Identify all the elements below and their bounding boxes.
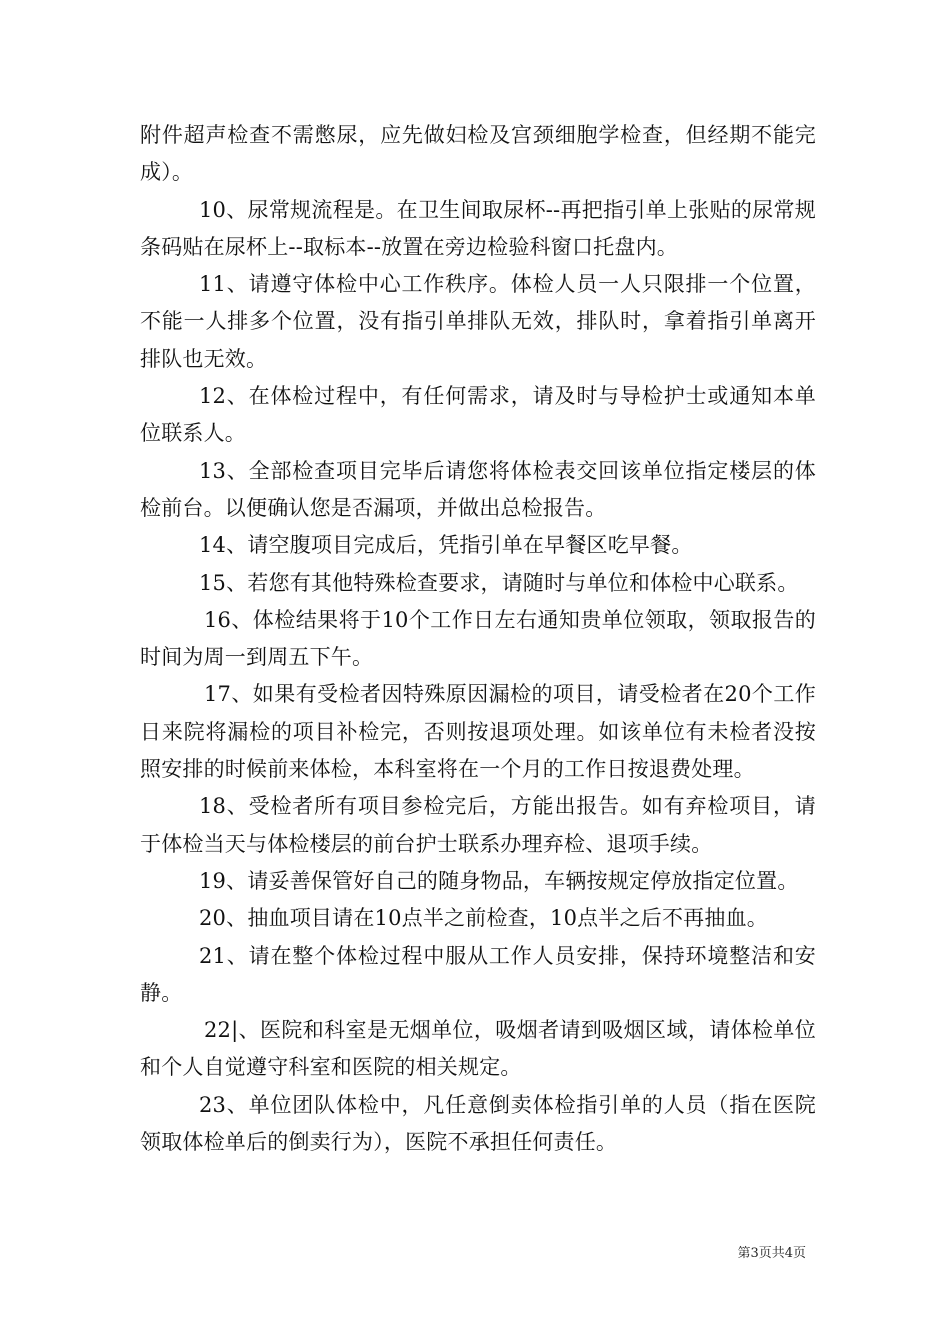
paragraph-item-13: 13、全部检查项目完毕后请您将体检表交回该单位指定楼层的体检前台。以便确认您是否漏项，并做出总检报告。 bbox=[140, 458, 816, 520]
paragraph-item-15: 15、若您有其他特殊检查要求，请随时与单位和体检中心联系。 bbox=[199, 570, 799, 595]
paragraph-item-18: 18、受检者所有项目参检完后，方能出报告。如有弃检项目，请于体检当天与体检楼层的前台护士联系办理弃检、退项手续。 bbox=[140, 794, 816, 856]
paragraph-item-11: 11、请遵守体检中心工作秩序。体检人员一人只限排一个位置，不能一人排多个位置，没有指引单排队无效，排队时，拿着指引单离开排队也无效。 bbox=[140, 272, 816, 371]
paragraph-item-23: 23、单位团队体检中，凡任意倒卖体检指引单的人员（指在医院领取体检单后的倒卖行为），医院不承担任何责任。 bbox=[140, 1092, 816, 1155]
paragraph-item-19: 19、请妥善保管好自己的随身物品，车辆按规定停放指定位置。 bbox=[199, 868, 799, 893]
paragraph-item-22: 22|、医院和科室是无烟单位，吸烟者请到吸烟区域，请体检单位和个人自觉遵守科室和医院的相关规定。 bbox=[140, 1018, 816, 1080]
paragraph-item-20: 20、抽血项目请在10点半之前检查，10点半之后不再抽血。 bbox=[199, 906, 768, 931]
paragraph-item-10: 10、尿常规流程是。在卫生间取尿杯--再把指引单上张贴的尿常规条码贴在尿杯上--取标本--放置在旁边检验科窗口托盘内。 bbox=[140, 197, 816, 259]
document-body bbox=[140, 117, 816, 1161]
paragraph-item-17: 17、如果有受检者因特殊原因漏检的项目，请受检者在20个工作日来院将漏检的项目补检完，否则按退项处理。如该单位有未检者没按照安排的时候前来体检，本科室将在一个月的工作日按退费处理。 bbox=[140, 682, 816, 782]
paragraph-item-21: 21、请在整个体检过程中服从工作人员安排，保持环境整洁和安静。 bbox=[140, 943, 816, 1005]
page-number: 第3页共4页 bbox=[737, 1246, 806, 1261]
paragraph-item-16: 16、体检结果将于10个工作日左右通知贵单位领取，领取报告的时间为周一到周五下午。 bbox=[140, 607, 816, 670]
paragraph-item-12: 12、在体检过程中，有任何需求，请及时与导检护士或通知本单位联系人。 bbox=[140, 384, 816, 446]
paragraph-continuation: 附件超声检查不需憋尿，应先做妇检及宫颈细胞学检查，但经期不能完成）。 bbox=[140, 123, 816, 185]
paragraph-item-14: 14、请空腹项目完成后，凭指引单在早餐区吃早餐。 bbox=[199, 533, 693, 558]
